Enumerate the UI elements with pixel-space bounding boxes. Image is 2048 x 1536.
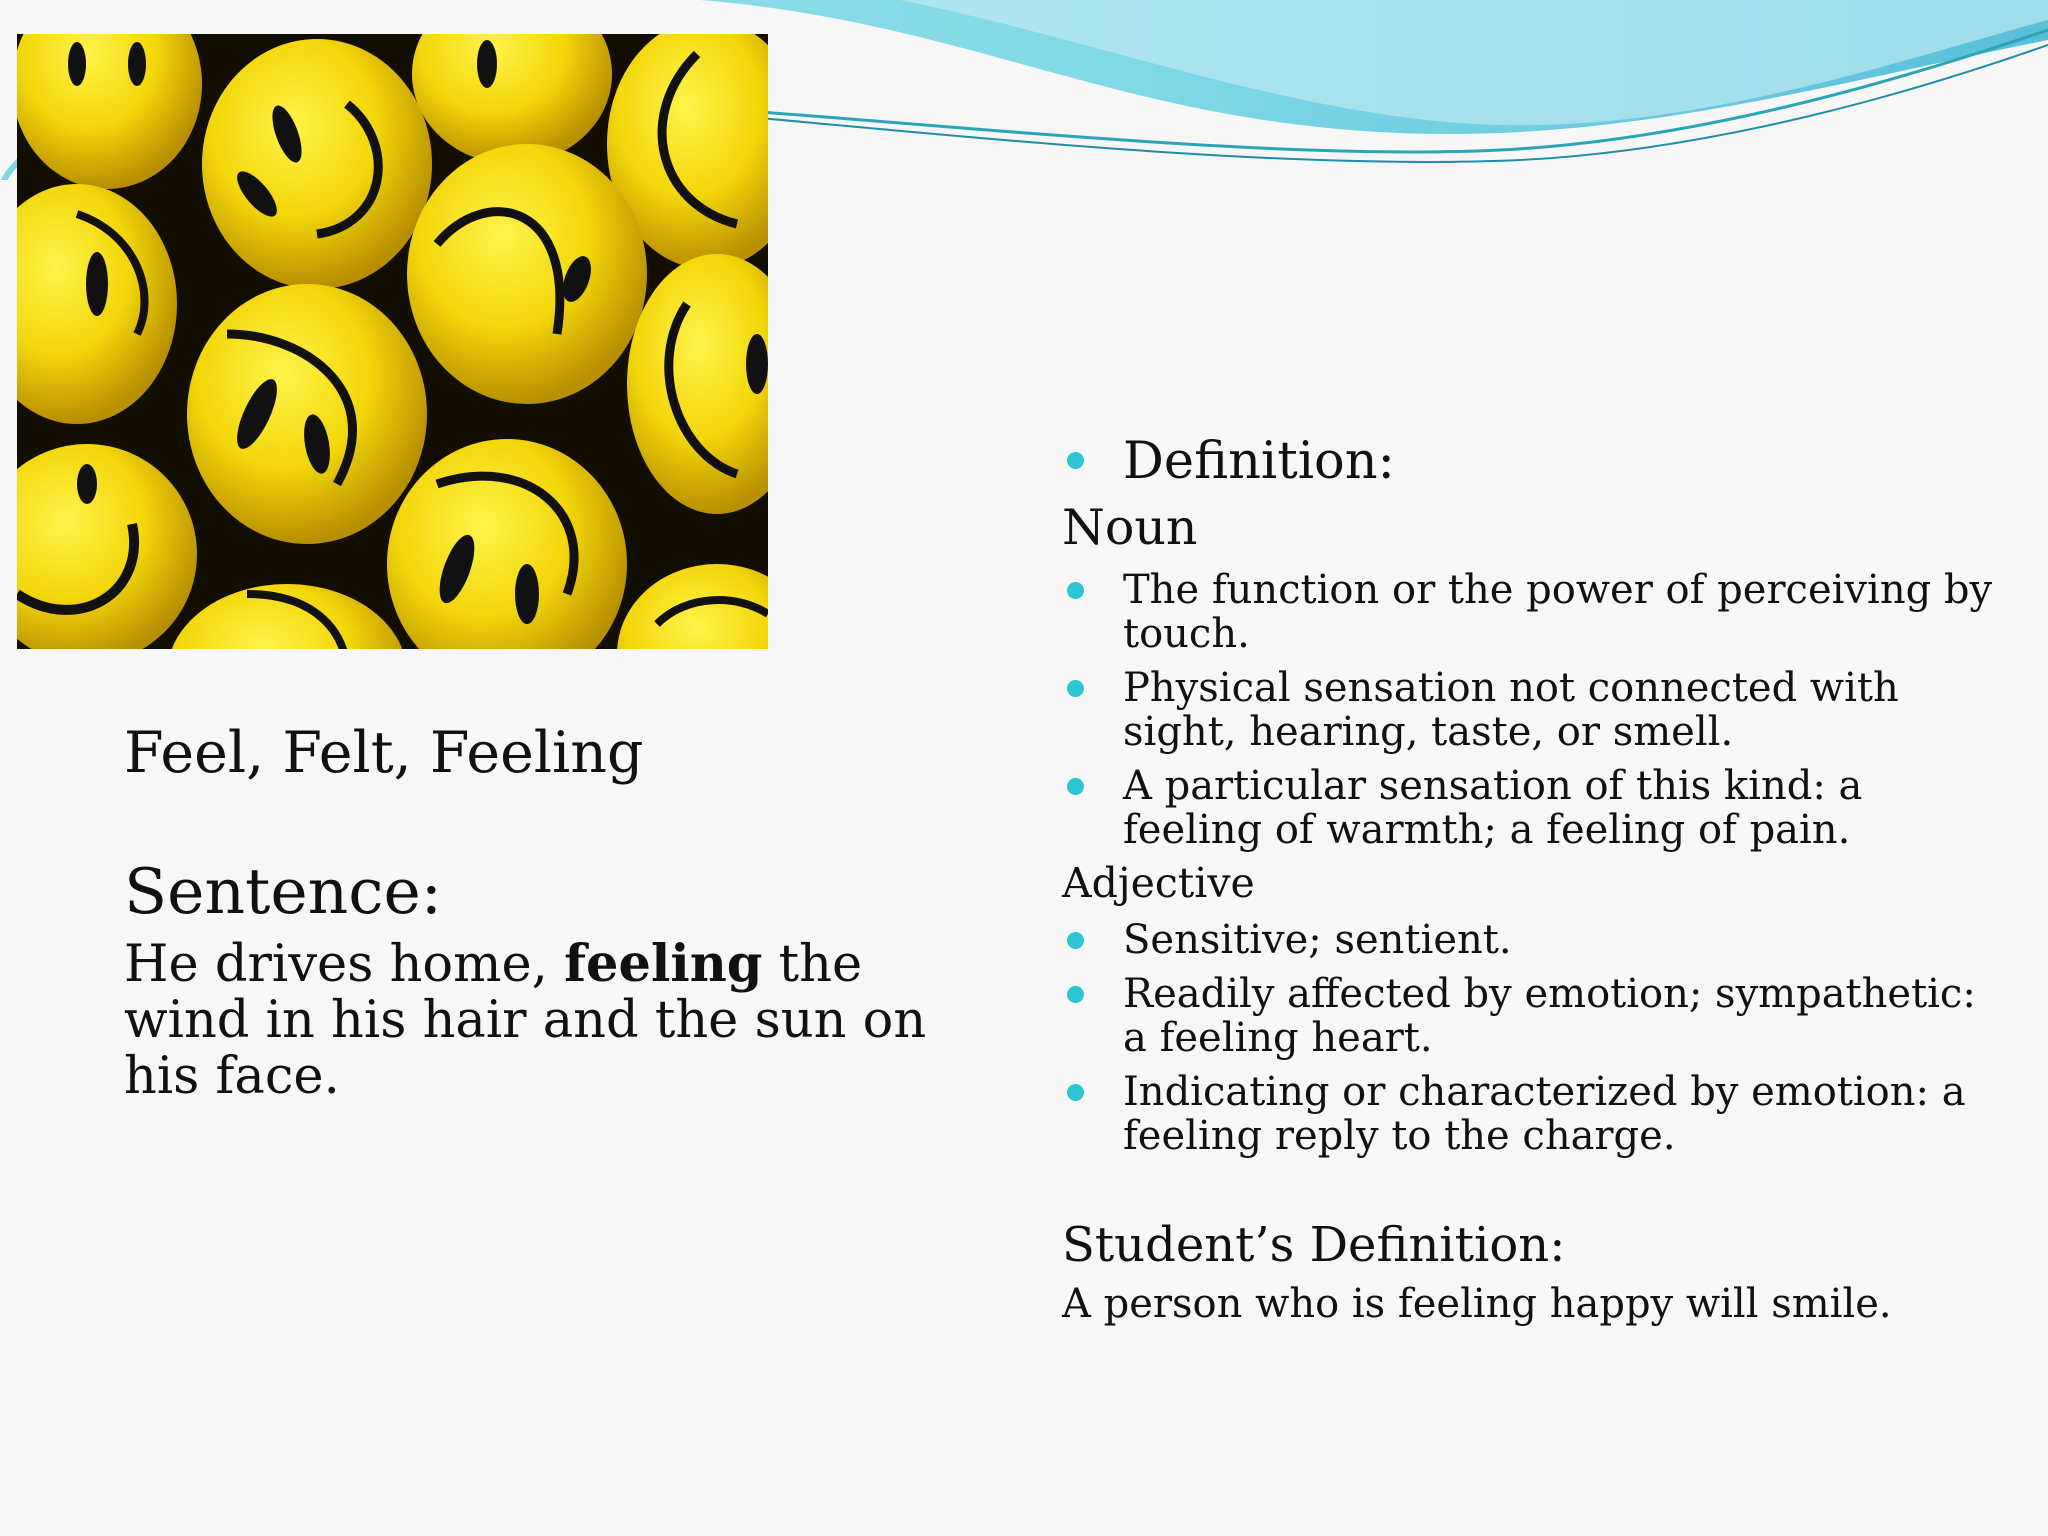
student-definition-heading: Student’s Definition:	[1062, 1217, 1566, 1273]
noun-label: Noun	[1062, 499, 1198, 556]
bullet-dot-icon	[1067, 1084, 1084, 1101]
bullet-dot-icon	[1067, 582, 1084, 599]
right-column	[1062, 430, 2002, 1328]
noun-definition-text: The function or the power of perceiving by touch.	[1123, 567, 1993, 657]
bullet-dot-icon	[1067, 452, 1084, 469]
noun-definition-item	[1062, 764, 2002, 852]
bullet-dot-icon	[1067, 932, 1084, 949]
bullet-dot-icon	[1067, 778, 1084, 795]
word-forms: Feel, Felt, Feeling	[124, 720, 644, 786]
noun-definition-item	[1062, 666, 2002, 754]
noun-definition-item	[1062, 568, 2002, 656]
definition-heading-text: Definition:	[1123, 432, 1395, 491]
sentence-part-after: the wind in his hair and the sun on his face.	[124, 935, 927, 1106]
noun-definition-text: Physical sensation not connected with sight, hearing, taste, or smell.	[1123, 665, 1899, 755]
bullet-dot-icon	[1067, 680, 1084, 697]
adjective-definition-text: Sensitive; sentient.	[1123, 917, 1512, 963]
adjective-definition-text: Indicating or characterized by emotion: a feeling reply to the charge.	[1123, 1069, 1966, 1159]
adjective-definition-item	[1062, 972, 2002, 1060]
left-column	[124, 718, 984, 1105]
adjective-definition-text: Readily affected by emotion; sympathetic: a feeling heart.	[1123, 971, 1976, 1061]
definition-heading	[1062, 430, 2002, 494]
adjective-definition-item	[1062, 918, 2002, 962]
adjective-definition-item	[1062, 1070, 2002, 1158]
smiley-faces-image	[17, 34, 768, 649]
sentence-heading: Sentence:	[124, 855, 442, 928]
adjective-label: Adjective	[1062, 859, 1255, 907]
sentence-bold-word: feeling	[564, 934, 763, 994]
student-definition-text: A person who is feeling happy will smile.	[1062, 1281, 1892, 1327]
bullet-dot-icon	[1067, 986, 1084, 1003]
sentence-part-before: He drives home,	[124, 935, 565, 994]
noun-definition-text: A particular sensation of this kind: a feeling of warmth; a feeling of pain.	[1123, 763, 1863, 853]
example-sentence	[124, 936, 984, 1105]
